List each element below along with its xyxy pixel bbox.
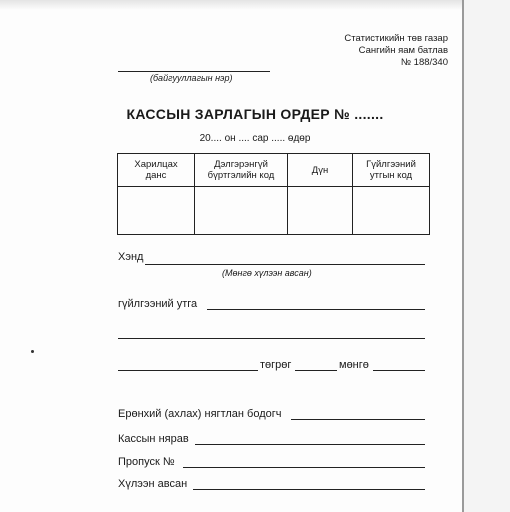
recipient-hint: (Мөнгө хүлээн авсан) — [222, 268, 312, 278]
header-account-line-1: Харилцах — [134, 159, 178, 170]
approval-line-1: Статистикийн төв газар — [344, 33, 448, 44]
pass-label: Пропуск № — [118, 456, 175, 468]
approval-line-3: № 188/340 — [400, 57, 448, 68]
page-title: КАССЫН ЗАРЛАГЫН ОРДЕР № ....... — [126, 106, 384, 122]
approval-line-2: Сангийн яам батлав — [358, 45, 448, 56]
header-account — [118, 154, 195, 187]
approval-block — [300, 33, 448, 69]
purpose-label: гүйлгээний утга — [118, 298, 198, 310]
header-account-line-2: данс — [145, 170, 167, 181]
purpose-line-2[interactable] — [118, 338, 425, 339]
org-name-line[interactable] — [118, 71, 270, 72]
receiver-line[interactable] — [193, 489, 425, 490]
date-line: 20.... он .... сар ..... өдөр — [199, 133, 311, 144]
chief-accountant-line[interactable] — [291, 419, 425, 420]
header-transaction-line-1: Гүйлгээний — [366, 159, 416, 170]
amount-mungu-line[interactable] — [295, 370, 337, 371]
page-edge — [462, 0, 464, 512]
scan-margin — [464, 0, 510, 512]
receiver-label: Хүлээн авсан — [118, 478, 188, 490]
table-row — [118, 187, 430, 235]
tugrug-label: төгрөг — [260, 359, 292, 371]
scan-speck — [31, 350, 34, 353]
purpose-line[interactable] — [207, 309, 425, 310]
recipient-line[interactable] — [145, 264, 425, 265]
cell-detail-code[interactable] — [195, 187, 288, 235]
cell-account[interactable] — [118, 187, 195, 235]
accounts-table — [117, 153, 430, 235]
header-detail-line-1: Дэлгэрэнгүй — [214, 159, 268, 170]
recipient-label: Хэнд — [118, 251, 144, 263]
header-amount — [288, 154, 353, 187]
header-detail-code — [195, 154, 288, 187]
header-detail-line-2: бүртгэлийн код — [207, 170, 275, 181]
chief-accountant-label: Ерөнхий (ахлах) нягтлан бодогч — [118, 408, 282, 420]
header-transaction-line-2: утгын код — [369, 170, 413, 181]
cashier-line[interactable] — [195, 444, 425, 445]
header-transaction-code — [353, 154, 430, 187]
amount-extra-line[interactable] — [373, 370, 425, 371]
cashier-label: Кассын нярав — [118, 433, 189, 445]
scan-shadow — [0, 0, 510, 10]
pass-line[interactable] — [183, 467, 425, 468]
amount-tugrug-line[interactable] — [118, 370, 258, 371]
cell-amount[interactable] — [288, 187, 353, 235]
org-name-caption: (байгууллагын нэр) — [150, 73, 233, 83]
table-header-row — [118, 154, 430, 187]
cell-transaction-code[interactable] — [353, 187, 430, 235]
header-amount-line-1: Дүн — [311, 164, 329, 176]
mungu-label: мөнгө — [339, 359, 369, 371]
